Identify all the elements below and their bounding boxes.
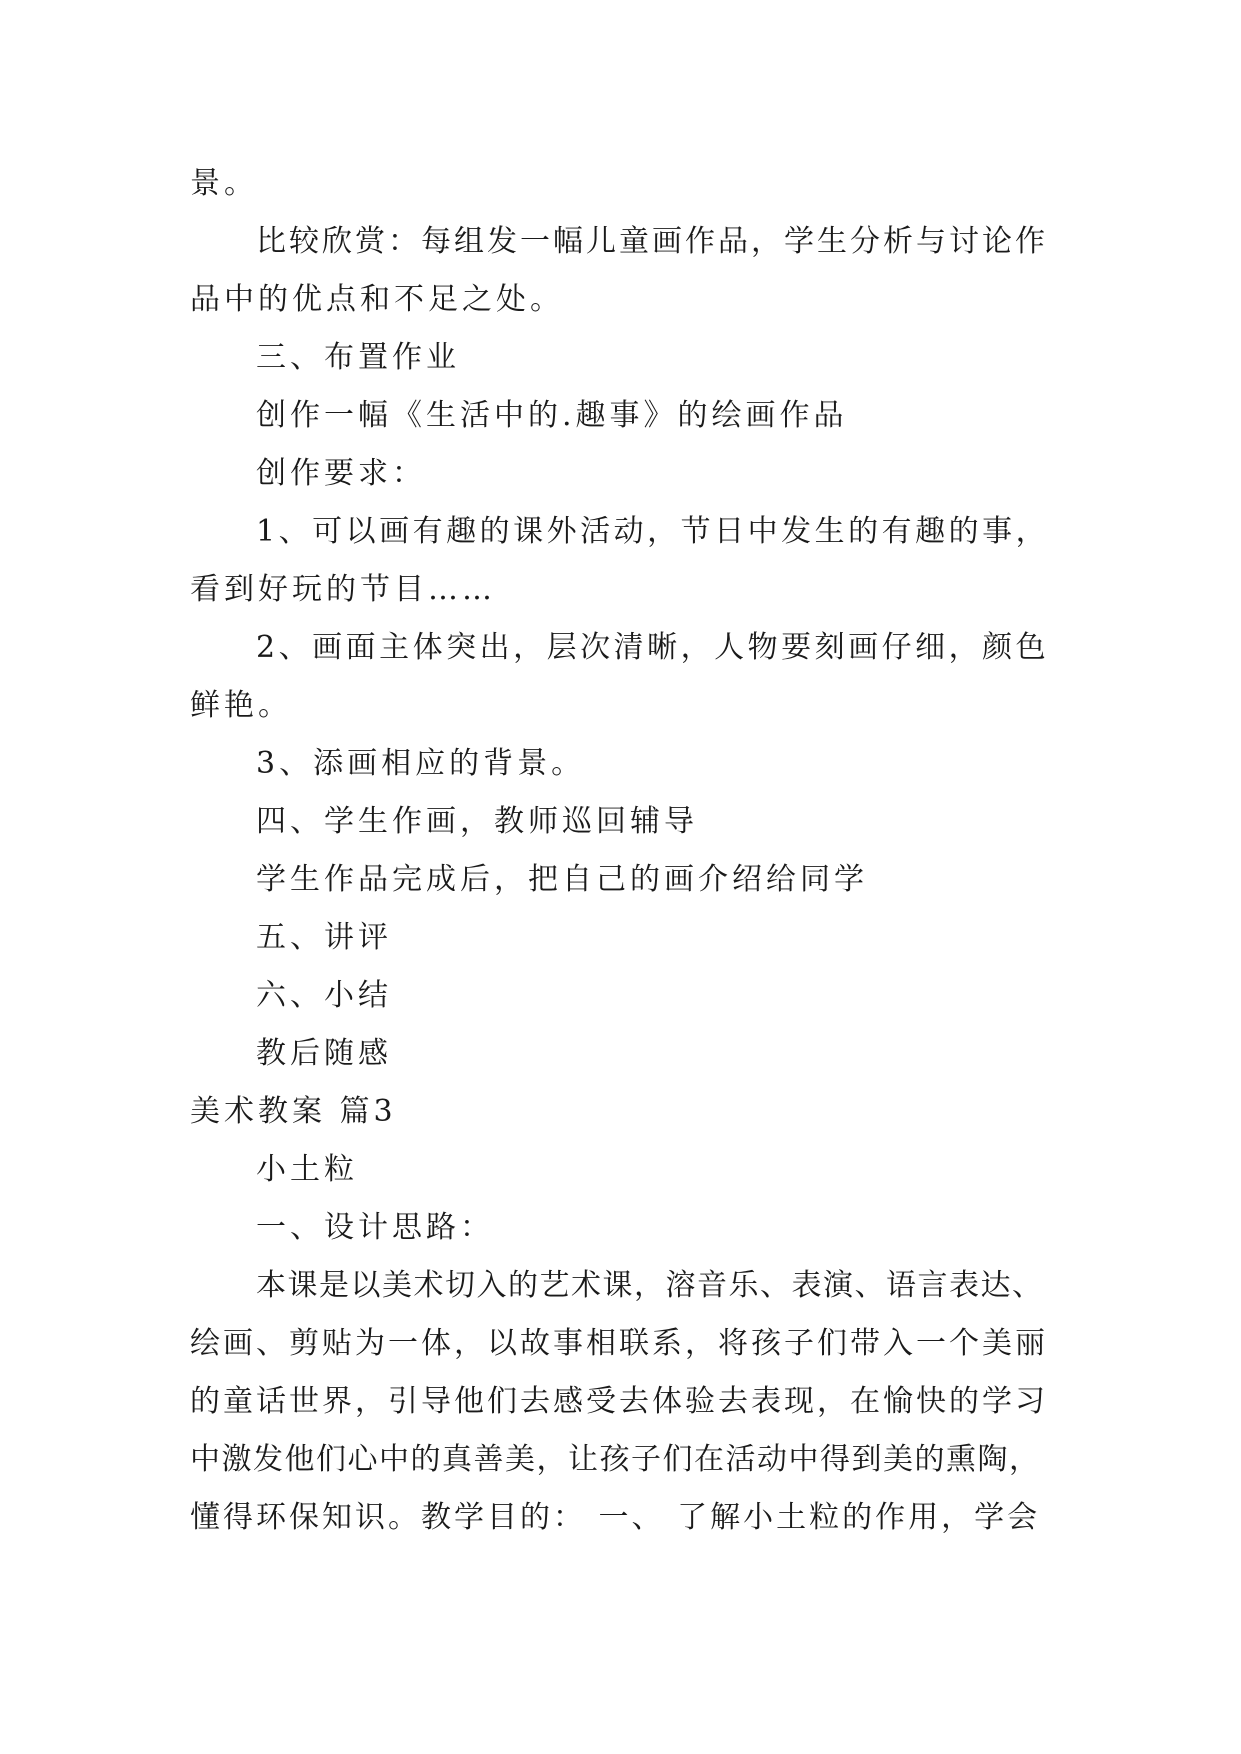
section-heading: 一、设计思路： — [256, 1210, 494, 1245]
text-line: 品中的优点和不足之处。 — [190, 282, 564, 317]
text-line: 3、添画相应的背景。 — [256, 746, 586, 781]
text-line: 景。 — [190, 166, 258, 201]
text-line: 绘画、剪贴为一体，以故事相联系，将孩子们带入一个美丽 — [190, 1326, 1048, 1361]
section-heading: 三、布置作业 — [256, 340, 460, 375]
lesson-title: 小土粒 — [256, 1152, 358, 1187]
section-heading: 四、学生作画，教师巡回辅导 — [256, 804, 698, 839]
section-heading: 六、小结 — [256, 978, 392, 1013]
article-title: 美术教案 篇3 — [190, 1094, 397, 1129]
text-line: 中激发他们心中的真善美，让孩子们在活动中得到美的熏陶， — [190, 1442, 1041, 1477]
text-line: 比较欣赏：每组发一幅儿童画作品，学生分析与讨论作 — [256, 224, 1048, 259]
text-line: 学生作品完成后，把自己的画介绍给同学 — [256, 862, 868, 897]
section-heading: 五、讲评 — [256, 920, 392, 955]
text-line: 本课是以美术切入的艺术课，溶音乐、表演、语言表达、 — [256, 1268, 1044, 1303]
text-line: 创作要求： — [256, 456, 426, 491]
text-line: 懂得环保知识。教学目的： 一、 了解小土粒的作用，学会 — [190, 1500, 1041, 1535]
text-line: 看到好玩的节目…… — [190, 572, 496, 607]
text-line: 2、画面主体突出，层次清晰，人物要刻画仔细，颜色 — [256, 630, 1050, 665]
text-line: 创作一幅《生活中的.趣事》的绘画作品 — [256, 398, 848, 433]
text-line: 1、可以画有趣的课外活动，节日中发生的有趣的事， — [256, 514, 1050, 549]
text-line: 鲜艳。 — [190, 688, 292, 723]
text-line: 的童话世界，引导他们去感受去体验去表现，在愉快的学习 — [190, 1384, 1048, 1419]
text-line: 教后随感 — [256, 1036, 392, 1071]
